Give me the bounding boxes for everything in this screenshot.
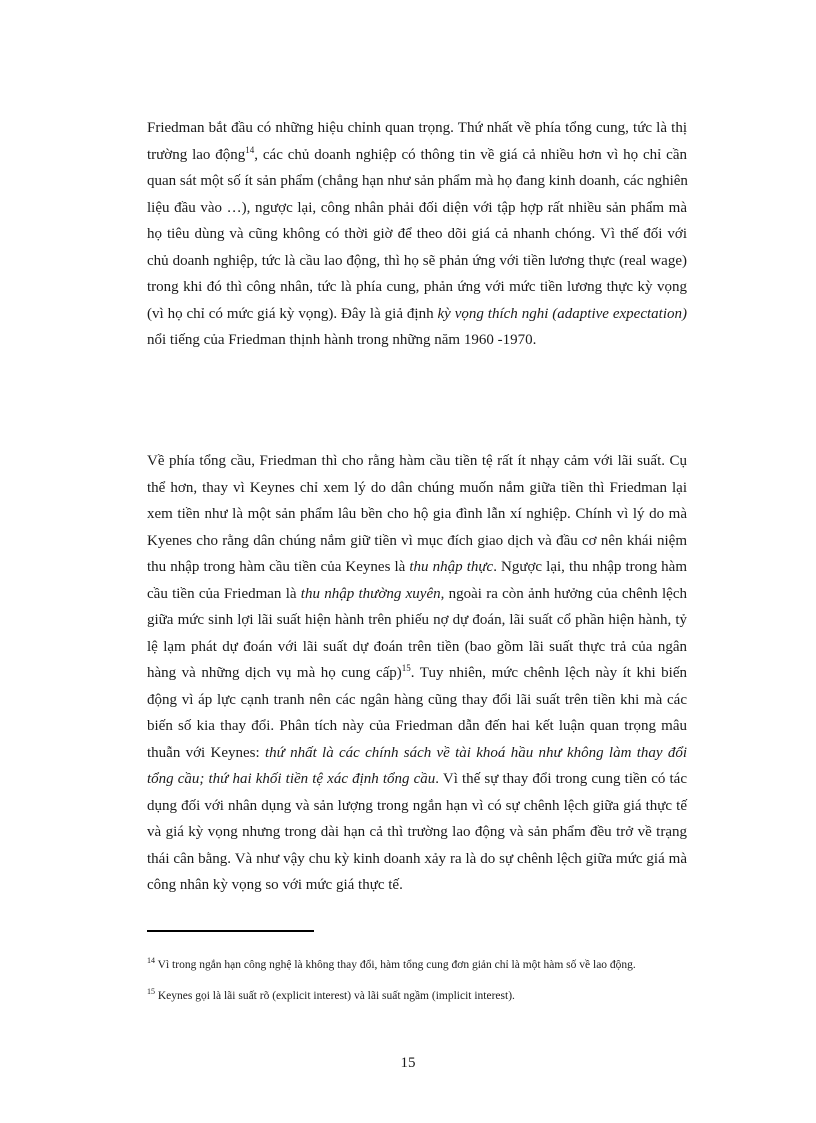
text-segment: , các chủ doanh nghiệp có thông tin về giá cả nhiều hơn vì họ chỉ cần bbox=[254, 146, 687, 163]
text-segment: lệ lạm phát dự đoán với lãi suất dự đoán trên tiền (bao gồm lãi suất thực trả của ngân bbox=[147, 638, 687, 655]
text-segment: trong khi đó thì công nhân, tức là phía cung, phản ứng với mức tiền lương thực kỳ vọng bbox=[147, 279, 687, 295]
footnote-14-text: Vì trong ngắn hạn công nghệ là không thay đổi, hàm tổng cung đơn giản chỉ là một hàm số về lao động. bbox=[155, 959, 636, 971]
text-line bbox=[147, 248, 687, 275]
text-line bbox=[147, 274, 687, 301]
footnote-14-number: 14 bbox=[147, 956, 155, 966]
text-segment: nổi tiếng của Friedman thịnh hành trong những năm 1960 -1970. bbox=[147, 332, 537, 348]
text-segment: Kyenes cho rằng dân chúng nắm giữ tiền vì mục đích giao dịch và đầu cơ nên khái niệm bbox=[147, 532, 687, 549]
text-line bbox=[147, 687, 687, 714]
text-line bbox=[147, 819, 687, 846]
text-segment: . Vì thế sự thay đổi trong cung tiền có tác bbox=[435, 771, 687, 787]
text-line bbox=[147, 766, 687, 793]
text-line bbox=[147, 475, 687, 502]
text-segment: thu nhập trong hàm cầu tiền của Keynes là bbox=[147, 559, 410, 575]
text-line bbox=[147, 581, 687, 608]
text-line bbox=[147, 528, 687, 555]
text-line bbox=[147, 221, 687, 248]
text-segment: . Ngược lại, thu nhập trong hàm bbox=[493, 559, 688, 575]
footnote-15 bbox=[147, 989, 515, 1003]
text-segment: chủ doanh nghiệp, tức là cầu lao động, thì họ sẽ phản ứng với tiền lương thực (real wage) bbox=[147, 252, 687, 269]
text-segment: xem tiền như là một sản phẩm lâu bền cho hộ gia đình lẫn xí nghiệp. Chính vì lý do mà bbox=[147, 506, 687, 522]
text-line bbox=[147, 740, 687, 767]
text-segment: công nhân kỳ vọng so với mức giá thực tế. bbox=[147, 877, 403, 893]
text-line bbox=[147, 793, 687, 820]
text-line bbox=[147, 195, 687, 222]
text-line bbox=[147, 607, 687, 634]
text-line bbox=[147, 168, 687, 195]
text-segment: họ tiêu dùng và cũng không có thời giờ để theo dõi giá cả nhanh chóng. Vì thế đối với bbox=[147, 226, 687, 242]
text-segment: giữa mức sinh lợi lãi suất hiện hành trên phiếu nợ dự đoán, lãi suất cổ phần hiện hành, tỷ bbox=[147, 612, 687, 628]
text-line bbox=[147, 142, 687, 169]
italic-text: thứ nhất là các chính sách về tài khoá hầu như không làm thay đổi bbox=[264, 744, 687, 761]
text-line bbox=[147, 554, 687, 581]
paragraph-aggregate-supply bbox=[147, 115, 687, 354]
text-segment: (vì họ chỉ có mức giá kỳ vọng). Đây là giả định bbox=[147, 305, 438, 322]
footnote-separator bbox=[147, 930, 314, 932]
italic-text: kỳ vọng thích nghi (adaptive expectation) bbox=[437, 305, 687, 322]
text-segment: hàng và những dịch vụ mà họ cung cấp) bbox=[147, 665, 402, 681]
text-line bbox=[147, 501, 687, 528]
text-line bbox=[147, 634, 687, 661]
text-segment: , ngoài ra còn ảnh hưởng của chênh lệch bbox=[440, 585, 687, 602]
footnote-15-number: 15 bbox=[147, 987, 155, 997]
text-segment: động vì áp lực cạnh tranh nên các ngân hàng cũng thay đổi lãi suất trên tiền khi mà các bbox=[147, 691, 687, 708]
footnote-14 bbox=[147, 958, 636, 972]
text-segment: . Tuy nhiên, mức chênh lệch này ít khi biến bbox=[410, 665, 687, 681]
text-segment: cầu tiền của Friedman là bbox=[147, 585, 301, 602]
text-line bbox=[147, 448, 687, 475]
text-segment: trường lao động bbox=[147, 146, 246, 163]
text-line bbox=[147, 301, 687, 328]
text-line bbox=[147, 660, 687, 687]
text-segment: thể hơn, thay vì Keynes chỉ xem lý do dân chúng muốn nắm giữa tiền thì Friedman lại bbox=[147, 479, 687, 496]
italic-text: thu nhập thực bbox=[409, 559, 494, 575]
text-line bbox=[147, 713, 687, 740]
footnote-15-text: Keynes gọi là lãi suất rõ (explicit interest) và lãi suất ngầm (implicit interest). bbox=[155, 990, 515, 1002]
page-number: 15 bbox=[400, 1055, 416, 1071]
text-segment: liệu đầu vào …), ngược lại, công nhân phải đối diện với tập hợp rất nhiều sản phẩm mà bbox=[147, 199, 687, 216]
text-segment: và giá kỳ vọng nhưng trong dài hạn cả thì trường lao động và sản phẩm đều trở về trạng bbox=[147, 824, 687, 840]
paragraph-aggregate-demand bbox=[147, 448, 687, 899]
text-segment: biến số kia thay đổi. Phân tích này của Friedman dẫn đến hai kết luận quan trọng mâu bbox=[147, 718, 687, 734]
text-line bbox=[147, 872, 687, 899]
text-segment: dụng đối với nhân dụng và sản lượng trong ngắn hạn vì có sự chênh lệch giữa giá thực tế bbox=[147, 797, 687, 814]
text-segment: Friedman bắt đầu có những hiệu chỉnh quan trọng. Thứ nhất về phía tổng cung, tức là thị bbox=[147, 120, 687, 136]
text-segment: thái cân bằng. Và như vậy chu kỳ kinh doanh xảy ra là do sự chênh lệch giữa mức giá mà bbox=[147, 850, 687, 867]
text-line bbox=[147, 846, 687, 873]
text-line bbox=[147, 327, 687, 354]
footnote-reference: 14 bbox=[245, 144, 255, 155]
footnote-reference: 15 bbox=[401, 663, 411, 673]
text-segment: Về phía tổng cầu, Friedman thì cho rằng hàm cầu tiền tệ rất ít nhạy cảm với lãi suất. Cụ bbox=[147, 453, 687, 469]
italic-text: tổng cầu; thứ hai khối tiền tệ xác định tổng cầu bbox=[147, 771, 436, 787]
italic-text: thu nhập thường xuyên bbox=[300, 585, 441, 602]
text-segment: quan sát một số ít sản phẩm (chẳng hạn như sản phẩm mà họ đang kinh doanh, các nghiên bbox=[147, 173, 688, 189]
text-segment: thuẫn với Keynes: bbox=[147, 744, 265, 761]
text-line bbox=[147, 115, 687, 142]
